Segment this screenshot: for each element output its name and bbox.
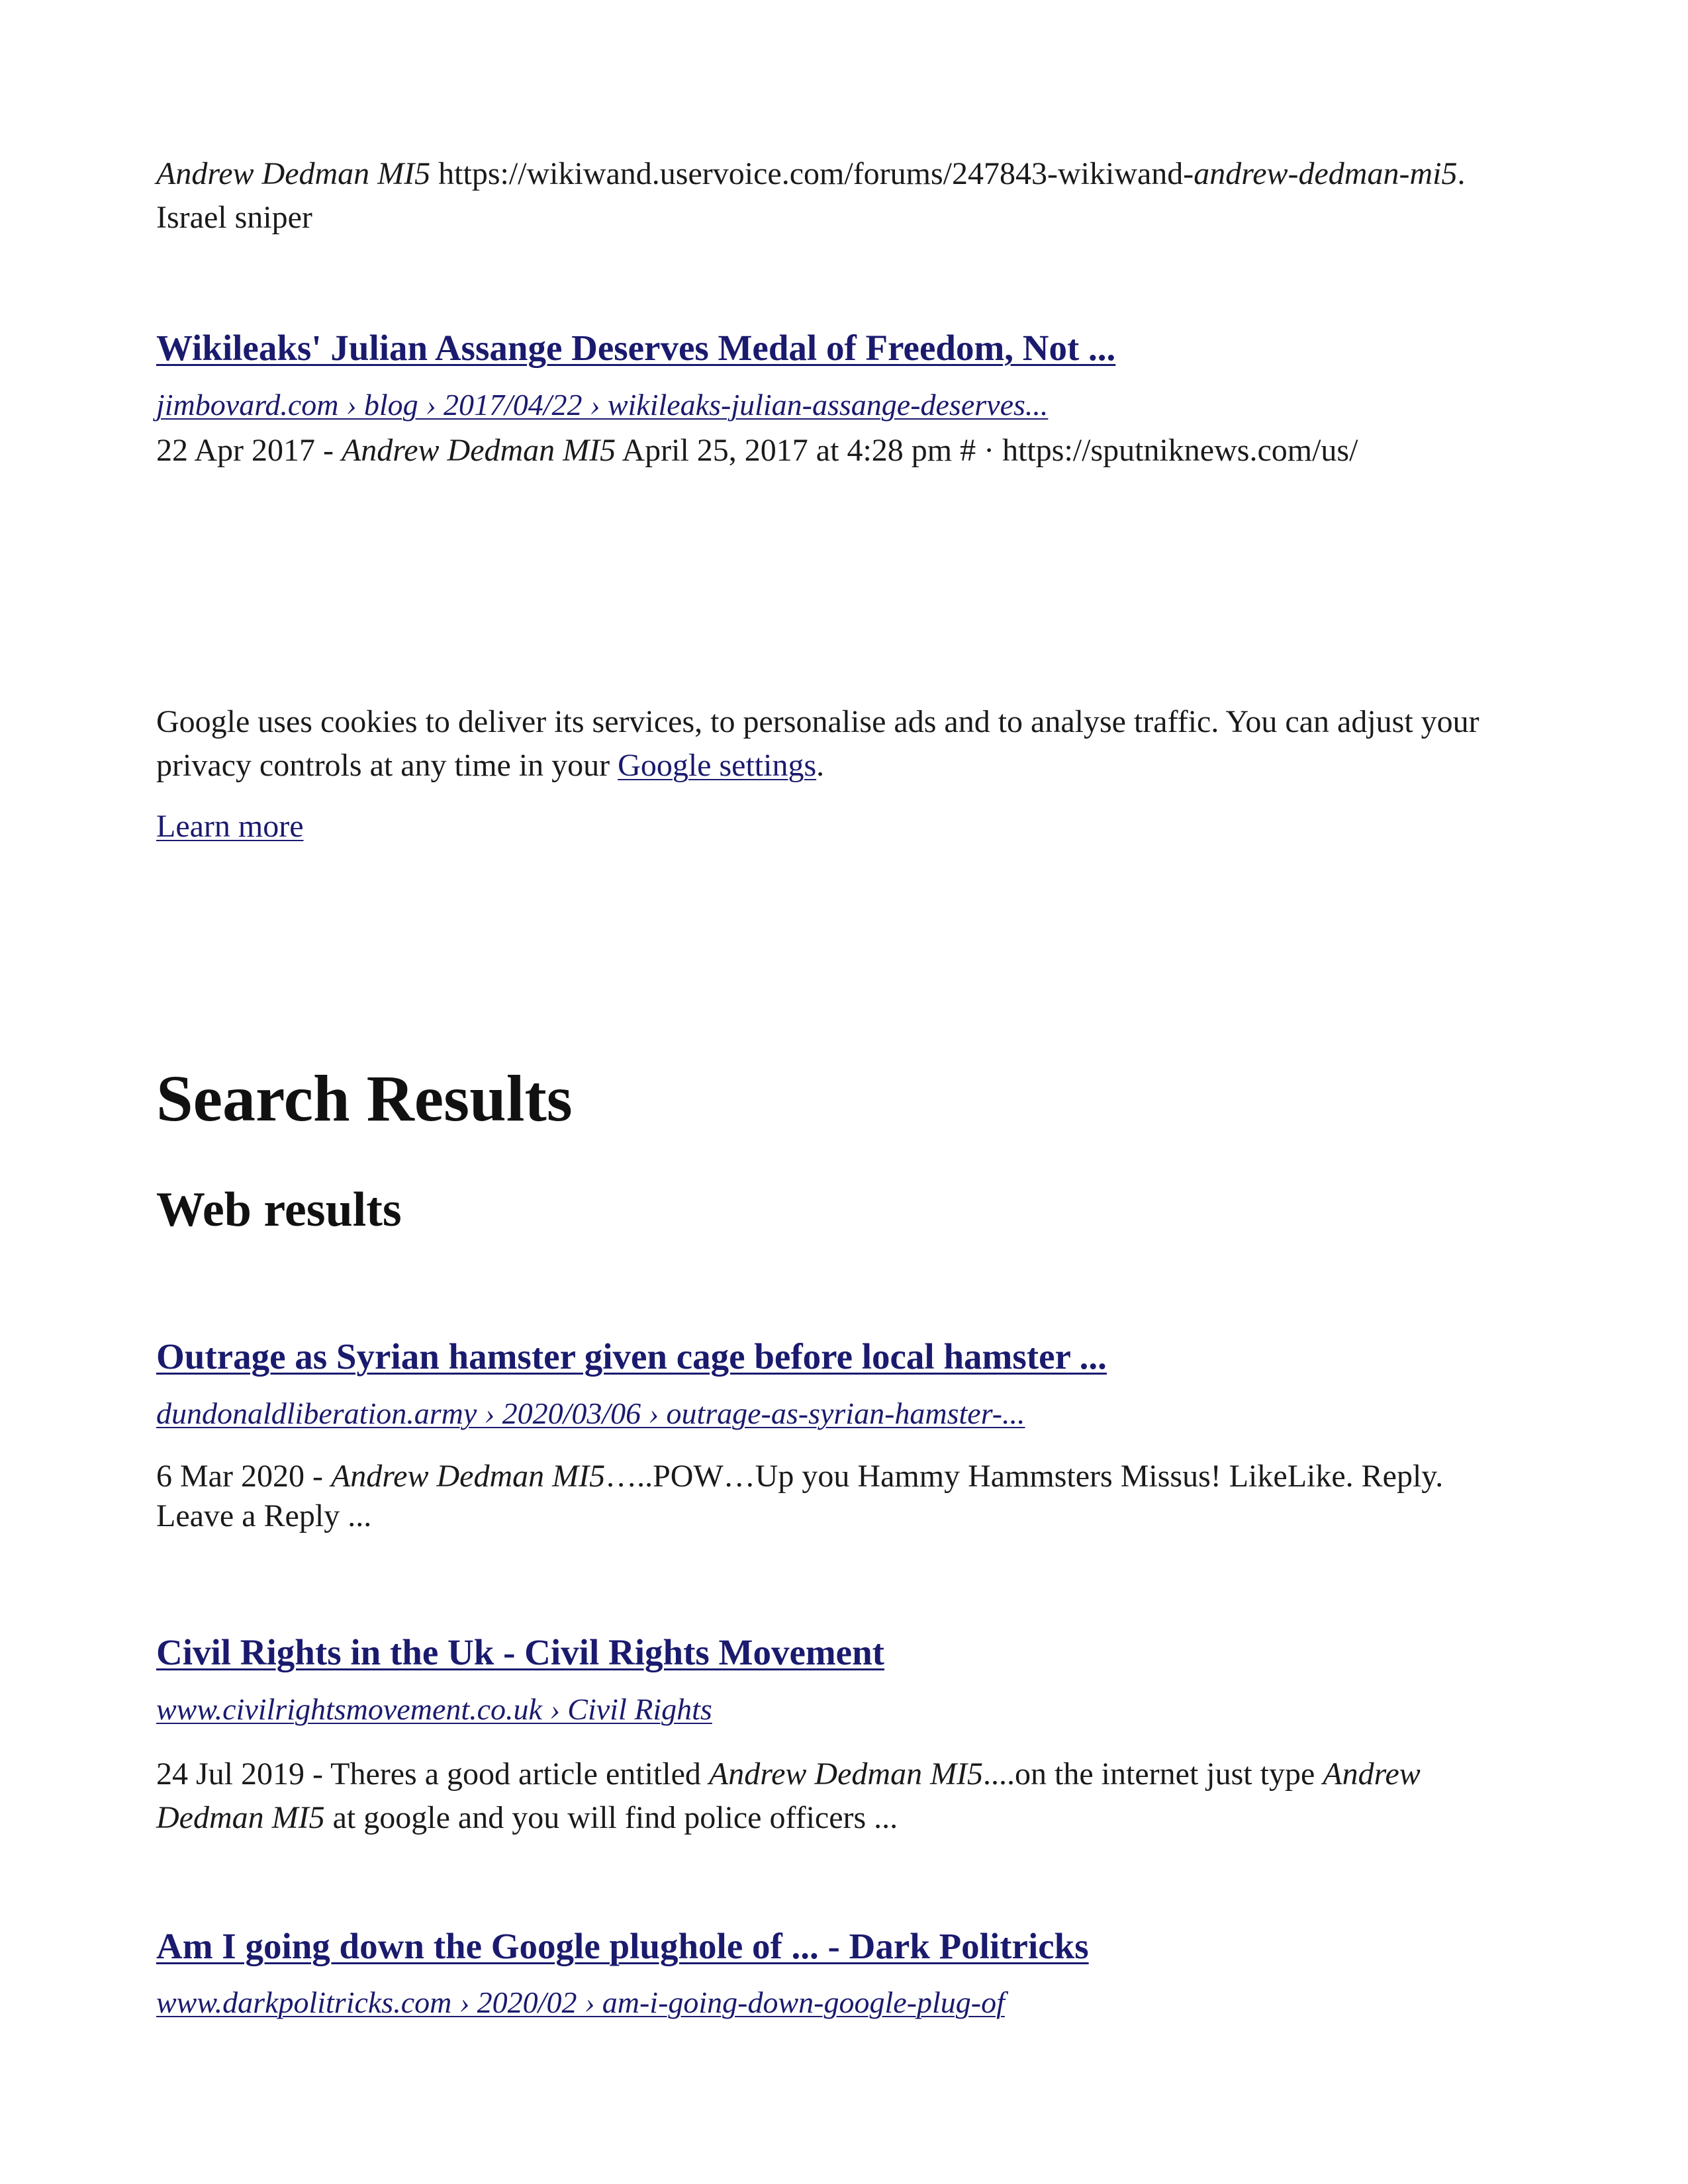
cookie-notice-text	[156, 700, 1487, 788]
learn-more-link[interactable]: Learn more	[156, 809, 304, 844]
result-snippet-mid: ....on the internet just type	[983, 1756, 1323, 1792]
result-title-link[interactable]: Civil Rights in the Uk - Civil Rights Movement	[156, 1632, 884, 1672]
result-snippet-date: 24 Jul 2019 - Theres a good article entitled	[156, 1756, 709, 1792]
result-snippet-italic-name-2b: Dedman MI5	[156, 1800, 325, 1835]
learn-more-wrapper	[156, 805, 1533, 848]
result-url-link[interactable]: www.darkpolitricks.com › 2020/02 › am-i-going-down-google-plug-of	[156, 1985, 1005, 2019]
result-snippet-italic-name: Andrew Dedman MI5	[708, 1756, 984, 1792]
snippet-top-after: .	[1457, 156, 1466, 191]
result-snippet-line2: Leave a Reply ...	[156, 1498, 372, 1533]
web-results-heading: Web results	[156, 1183, 402, 1237]
result-snippet	[156, 1457, 1533, 1536]
result-url-link[interactable]: www.civilrightsmovement.co.uk › Civil Rights	[156, 1692, 712, 1726]
search-results-heading: Search Results	[156, 1062, 573, 1135]
result-url-link[interactable]: jimbovard.com › blog › 2017/04/22 › wikileaks-julian-assange-deserves...	[156, 388, 1049, 422]
result-snippet-date: 6 Mar 2020 -	[156, 1459, 331, 1494]
result-title-link[interactable]: Wikileaks' Julian Assange Deserves Medal of Freedom, Not ...	[156, 328, 1116, 368]
result-snippet-rest: at google and you will find police officers ...	[324, 1800, 898, 1835]
result-title-link[interactable]: Am I going down the Google plughole of ... - Dark Politricks	[156, 1926, 1089, 1966]
result-snippet-italic-name-2a: Andrew	[1323, 1756, 1421, 1792]
result-snippet	[156, 1752, 1533, 1840]
result-snippet-italic-name: Andrew Dedman MI5	[330, 1459, 606, 1494]
snippet-top-italic-name: Andrew Dedman MI5	[156, 156, 431, 191]
snippet-top-url-italic: andrew-dedman-mi5	[1194, 156, 1458, 191]
snippet-top-line2: Israel sniper	[156, 200, 312, 235]
snippet-top	[156, 152, 1533, 240]
result-snippet	[156, 429, 1533, 473]
result-title-link[interactable]: Outrage as Syrian hamster given cage before local hamster ...	[156, 1336, 1107, 1377]
result-snippet-italic-name: Andrew Dedman MI5	[341, 433, 616, 468]
snippet-top-url-text: https://wikiwand.uservoice.com/forums/247843-wikiwand-	[430, 156, 1194, 191]
cookie-notice-body: Google uses cookies to deliver its services, to personalise ads and to analyse traffic. You can adjust your privacy controls at any time in your	[156, 704, 1479, 783]
result-snippet-rest: April 25, 2017 at 4:28 pm # · https://sputniknews.com/us/	[616, 433, 1358, 468]
cookie-notice-after: .	[816, 748, 825, 783]
result-snippet-rest: …..POW…Up you Hammy Hammsters Missus! LikeLike. Reply.	[605, 1459, 1444, 1494]
result-url-link[interactable]: dundonaldliberation.army › 2020/03/06 › outrage-as-syrian-hamster-...	[156, 1396, 1025, 1430]
result-snippet-date: 22 Apr 2017 -	[156, 433, 342, 468]
google-settings-link[interactable]: Google settings	[618, 748, 817, 783]
